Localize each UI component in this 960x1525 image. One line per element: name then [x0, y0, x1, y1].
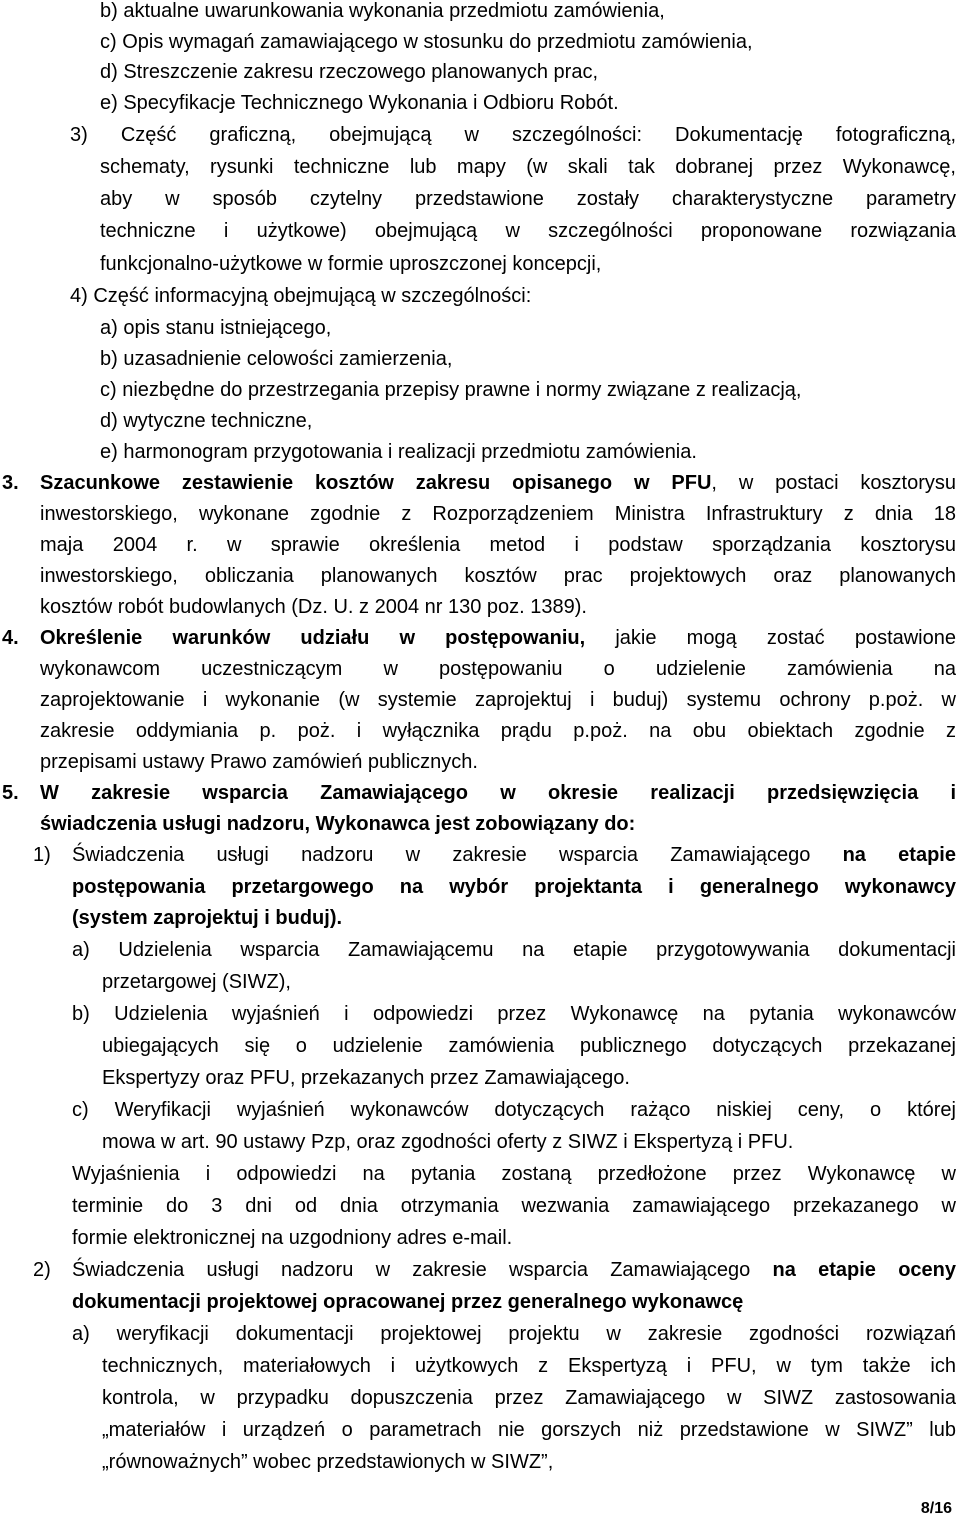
list-item: „równoważnych” wobec przedstawionych w SIWZ”,	[102, 1451, 554, 1473]
list-item: a) weryfikacji dokumentacji projektowej projektu w zakresie zgodności rozwiązań	[72, 1323, 956, 1345]
list-item: technicznych, materiałowych i użytkowych z Ekspertyzą i PFU, w tym także ich	[102, 1355, 956, 1377]
list-item: przetargowej (SIWZ),	[102, 971, 291, 993]
paragraph-line: maja 2004 r. w sprawie określenia metod i podstaw sporządzania kosztorysu	[40, 534, 956, 556]
section-3-heading-line: Szacunkowe zestawienie kosztów zakresu opisanego w PFU, w postaci kosztorysu	[40, 472, 957, 494]
paragraph-line: 3) Część graficzną, obejmującą w szczególności: Dokumentację fotograficzną,	[70, 124, 956, 146]
paragraph-line: Świadczenia usługi nadzoru w zakresie wsparcia Zamawiającego na etapie	[72, 844, 956, 866]
paragraph-line: dokumentacji projektowej opracowanej przez generalnego wykonawcę	[72, 1291, 744, 1313]
list-item: a) opis stanu istniejącego,	[100, 317, 332, 339]
page-number: 8/16	[920, 1500, 952, 1517]
paragraph-line: terminie do 3 dni od dnia otrzymania wezwania zamawiającego przekazanego w	[72, 1195, 956, 1217]
paragraph-line: Świadczenia usługi nadzoru w zakresie wsparcia Zamawiającego na etapie oceny	[72, 1259, 956, 1281]
list-item: a) Udzielenia wsparcia Zamawiającemu na etapie przygotowywania dokumentacji	[72, 939, 956, 961]
point-number: 2)	[33, 1259, 51, 1281]
list-item: e) Specyfikacje Technicznego Wykonania i Odbioru Robót.	[100, 92, 619, 114]
list-item: e) harmonogram przygotowania i realizacji przedmiotu zamówienia.	[100, 441, 697, 463]
list-item: c) niezbędne do przestrzegania przepisy prawne i normy związane z realizacją,	[100, 379, 802, 401]
paragraph-line: postępowania przetargowego na wybór projektanta i generalnego wykonawcy	[72, 876, 956, 898]
paragraph-line: przepisami ustawy Prawo zamówień publicznych.	[40, 751, 478, 773]
list-item: b) aktualne uwarunkowania wykonania przedmiotu zamówienia,	[100, 0, 665, 22]
point-number: 1)	[33, 844, 51, 866]
paragraph-line: wykonawcom uczestniczącym w postępowaniu o udzielenie zamówienia na	[40, 658, 956, 680]
paragraph-line: formie elektronicznej na uzgodniony adres e-mail.	[72, 1227, 513, 1249]
paragraph-line: techniczne i użytkowe) obejmującą w szczególności proponowane rozwiązania	[100, 220, 956, 242]
section-number: 4.	[2, 627, 19, 649]
paragraph-line: zakresie oddymiania p. poż. i wyłącznika prądu p.poż. na obu obiektach zgodnie z	[40, 720, 956, 742]
list-item: mowa w art. 90 ustawy Pzp, oraz zgodności oferty z SIWZ i Ekspertyzą i PFU.	[102, 1131, 794, 1153]
paragraph-line: zaprojektowanie i wykonanie (w systemie zaprojektuj i buduj) systemu ochrony p.poż. w	[40, 689, 956, 711]
list-item: b) Udzielenia wyjaśnień i odpowiedzi przez Wykonawcę na pytania wykonawców	[72, 1003, 956, 1025]
list-item: 4) Część informacyjną obejmującą w szczególności:	[70, 285, 532, 307]
paragraph-line: (system zaprojektuj i buduj).	[72, 907, 343, 929]
section-5-heading-line: świadczenia usługi nadzoru, Wykonawca jest zobowiązany do:	[40, 813, 636, 835]
list-item: ubiegających się o udzielenie zamówienia publicznego dotyczących przekazanej	[102, 1035, 956, 1057]
list-item: b) uzasadnienie celowości zamierzenia,	[100, 348, 453, 370]
list-item: d) Streszczenie zakresu rzeczowego planowanych prac,	[100, 61, 599, 83]
paragraph-line: Wyjaśnienia i odpowiedzi na pytania zostaną przedłożone przez Wykonawcę w	[72, 1163, 956, 1185]
section-4-heading-line: Określenie warunków udziału w postępowaniu, jakie mogą zostać postawione	[40, 627, 956, 649]
paragraph-line: inwestorskiego, wykonane zgodnie z Rozporządzeniem Ministra Infrastruktury z dnia 18	[40, 503, 956, 525]
section-number: 3.	[2, 472, 19, 494]
paragraph-line: inwestorskiego, obliczania planowanych kosztów prac projektowych oraz planowanych	[40, 565, 956, 587]
list-item: „materiałów i urządzeń o parametrach nie gorszych niż przedstawione w SIWZ” lub	[102, 1419, 956, 1441]
list-item: Ekspertyzy oraz PFU, przekazanych przez Zamawiającego.	[102, 1067, 630, 1089]
paragraph-line: aby w sposób czytelny przedstawione zostały charakterystyczne parametry	[100, 188, 956, 210]
paragraph-line: funkcjonalno-użytkowe w formie uproszczonej koncepcji,	[100, 253, 602, 275]
list-item: d) wytyczne techniczne,	[100, 410, 313, 432]
list-item: c) Weryfikacji wyjaśnień wykonawców dotyczących rażąco niskiej ceny, o której	[72, 1099, 956, 1121]
paragraph-line: schematy, rysunki techniczne lub mapy (w skali tak dobranej przez Wykonawcę,	[100, 156, 956, 178]
paragraph-line: kosztów robót budowlanych (Dz. U. z 2004 nr 130 poz. 1389).	[40, 596, 587, 618]
list-item: kontrola, w przypadku dopuszczenia przez Zamawiającego w SIWZ zastosowania	[102, 1387, 956, 1409]
section-5-heading-line: W zakresie wsparcia Zamawiającego w okresie realizacji przedsięwzięcia i	[40, 782, 956, 804]
list-item: c) Opis wymagań zamawiającego w stosunku do przedmiotu zamówienia,	[100, 31, 753, 53]
section-number: 5.	[2, 782, 19, 804]
